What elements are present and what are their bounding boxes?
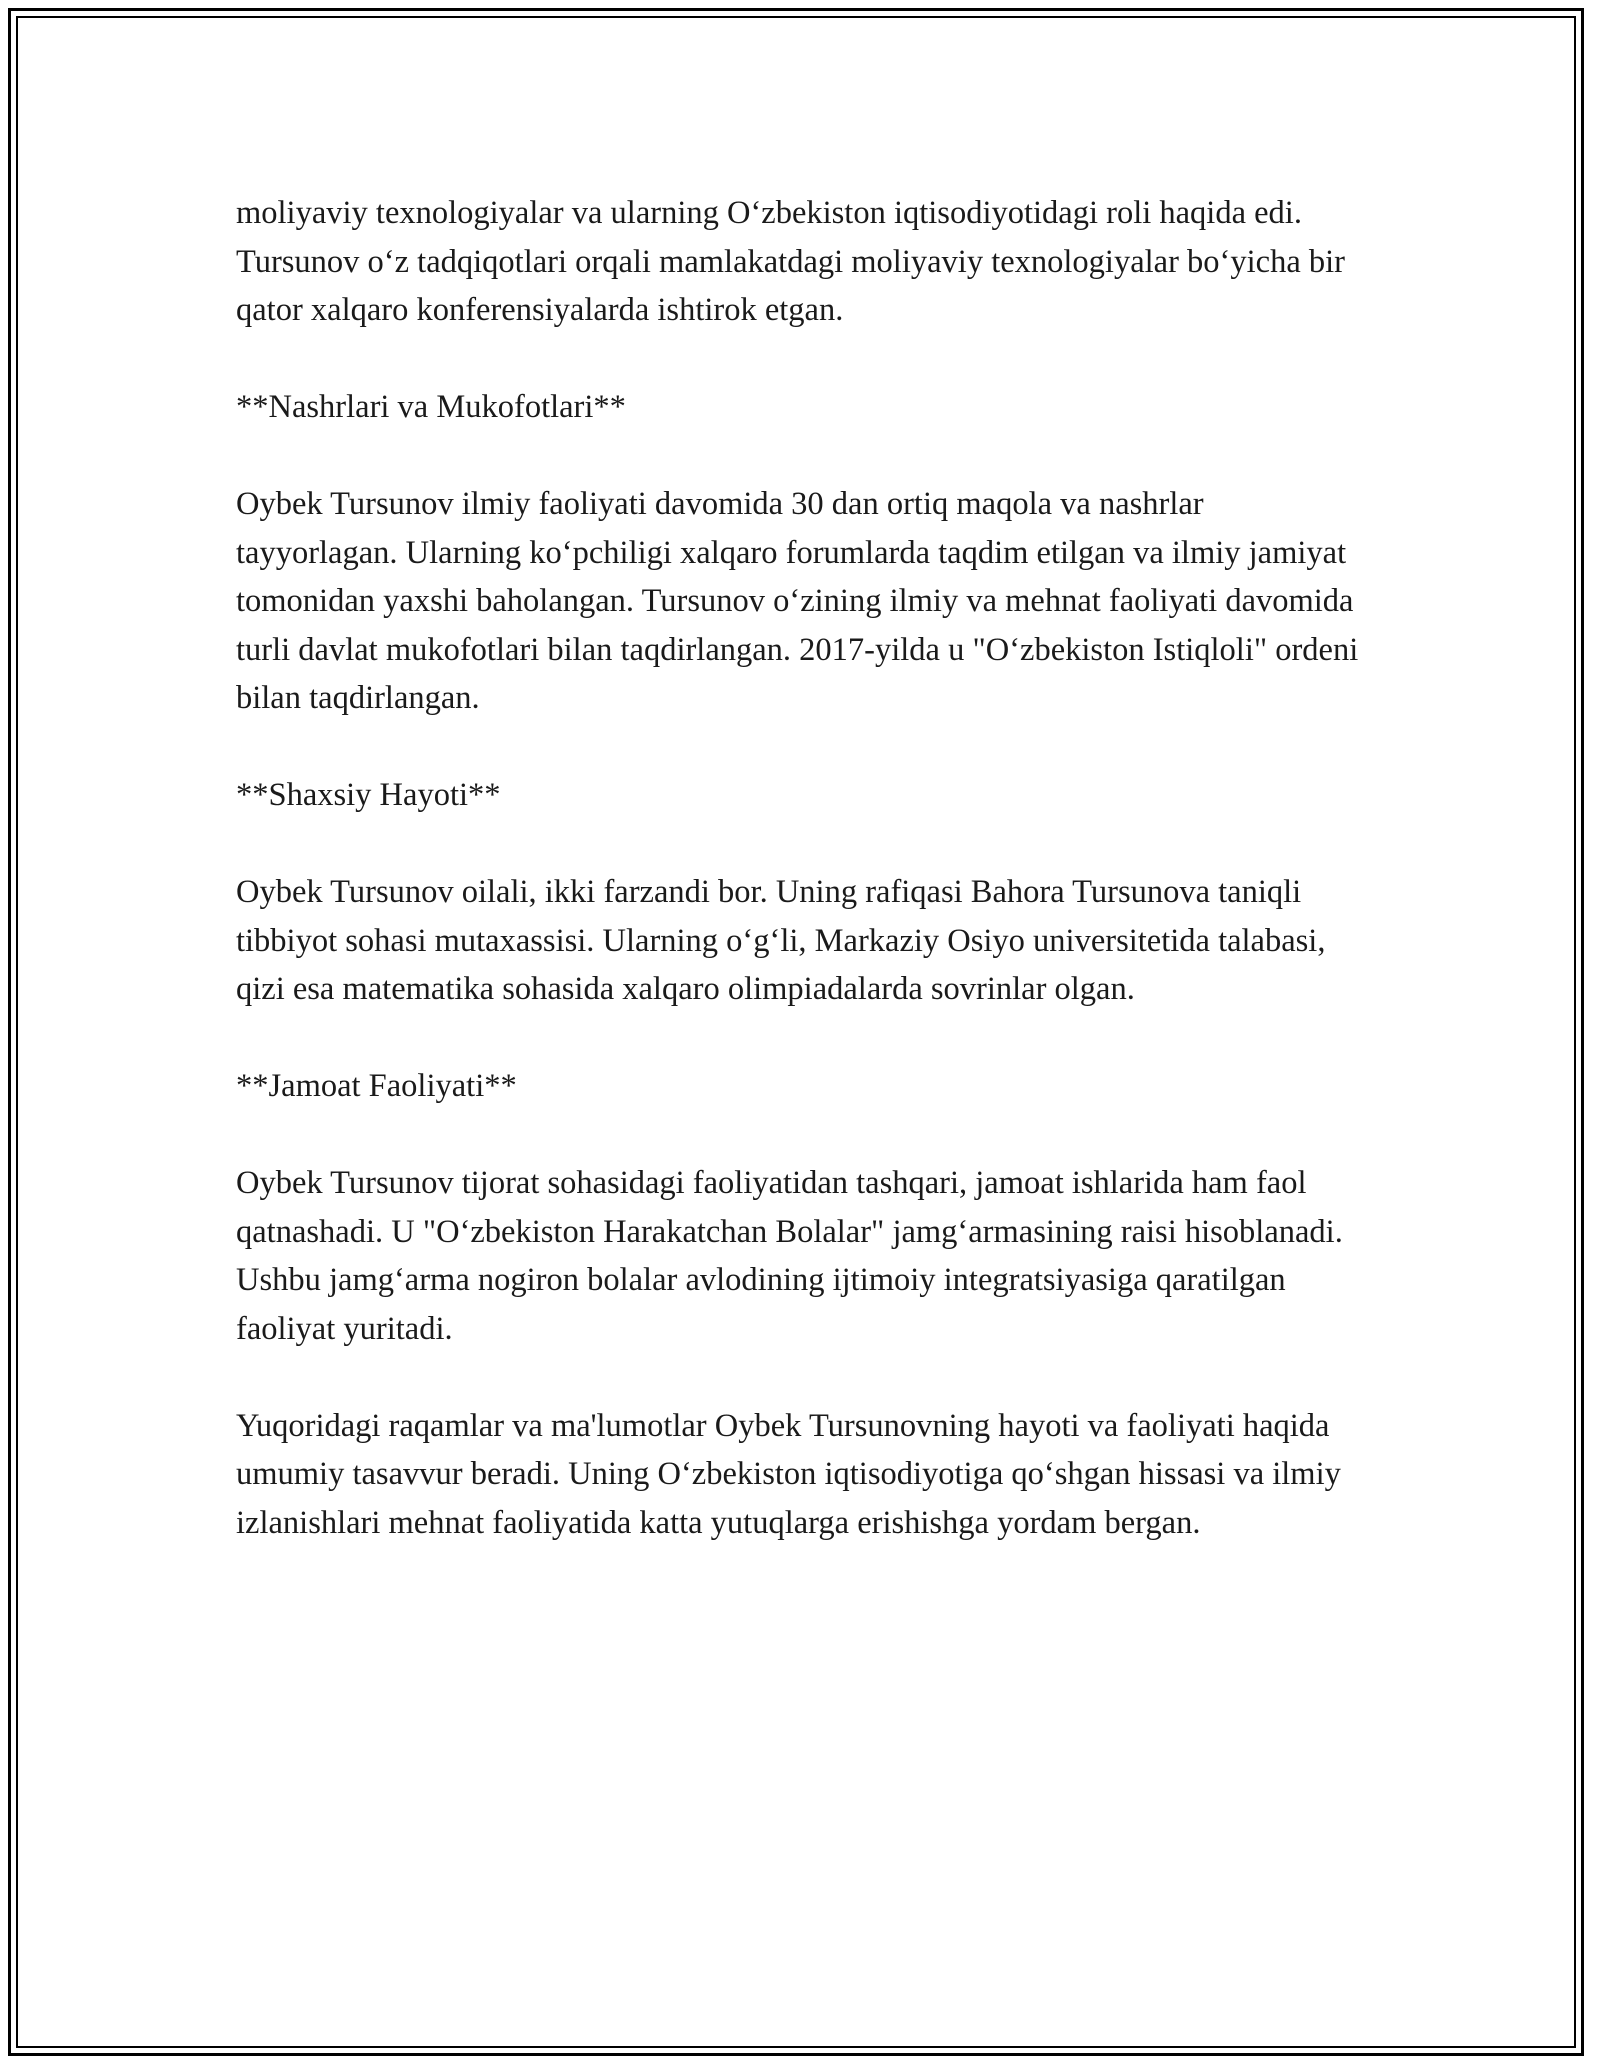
- paragraph-personal-life: Oybek Tursunov oilali, ikki farzandi bor. Uning rafiqasi Bahora Tursunova taniqli tibbiyot sohasi mutaxassisi. Ularning o‘g‘li, Markaziy Osiyo universitetida talabasi, qizi esa matematika sohasida xalqaro olimpiadalarda sovrinlar olgan.: [236, 874, 1326, 1007]
- paragraph-publications-awards: Oybek Tursunov ilmiy faoliyati davomida 30 dan ortiq maqola va nashrlar tayyorlagan. Ularning ko‘pchiligi xalqaro forumlarda taqdim etilgan va ilmiy jamiyat tomonidan yaxshi baholangan. Tursunov o‘zining ilmiy va mehnat faoliyati davomida turli davlat mukofotlari bilan taqdirlangan. 2017-yilda u "O‘zbekiston Istiqloli" ordeni bilan taqdirlangan.: [236, 486, 1359, 716]
- document-body: [236, 189, 1366, 1596]
- section-heading-public-activity: **Jamoat Faoliyati**: [236, 1068, 517, 1104]
- paragraph-public-activity: Oybek Tursunov tijorat sohasidagi faoliyatidan tashqari, jamoat ishlarida ham faol qatnashadi. U "O‘zbekiston Harakatchan Bolalar" jamg‘armasining raisi hisoblanadi. Ushbu jamg‘arma nogiron bolalar avlodining ijtimoiy integratsiyasiga qaratilgan faoliyat yuritadi.: [236, 1165, 1343, 1347]
- section-heading-publications-awards: **Nashrlari va Mukofotlari**: [236, 389, 626, 425]
- paragraph-intro-continuation: moliyaviy texnologiyalar va ularning O‘zbekiston iqtisodiyotidagi roli haqida edi. Tursunov o‘z tadqiqotlari orqali mamlakatdagi moliyaviy texnologiyalar bo‘yicha bir qator xalqaro konferensiyalarda ishtirok etgan.: [236, 195, 1345, 328]
- section-heading-personal-life: **Shaxsiy Hayoti**: [236, 777, 501, 813]
- paragraph-conclusion: Yuqoridagi raqamlar va ma'lumotlar Oybek Tursunovning hayoti va faoliyati haqida umumiy tasavvur beradi. Uning O‘zbekiston iqtisodiyotiga qo‘shgan hissasi va ilmiy izlanishlari mehnat faoliyatida katta yutuqlarga erishishga yordam bergan.: [236, 1407, 1341, 1541]
